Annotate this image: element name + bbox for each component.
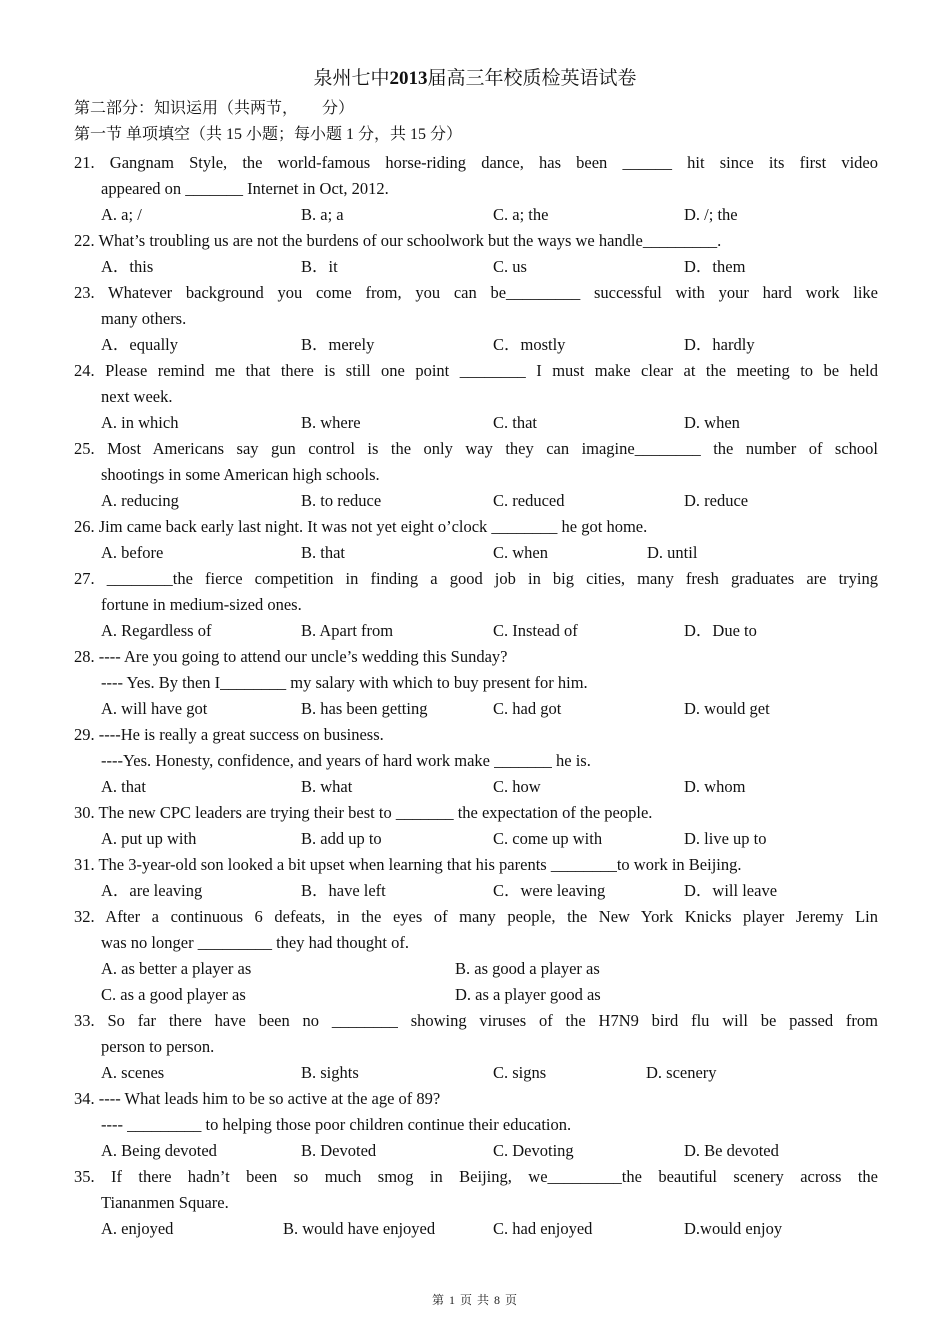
option-c: C．mostly — [493, 335, 566, 354]
option-c: C. how — [493, 777, 541, 796]
option-a: A. before — [101, 543, 164, 562]
option-a: A．equally — [101, 335, 178, 354]
option-c: C. had got — [493, 699, 562, 718]
question-26 — [74, 514, 878, 566]
question-stem-line: 34. ---- What leads him to be so active at the age of 89? — [74, 1089, 441, 1108]
exam-title-year: 2013 — [389, 68, 428, 89]
option-row — [74, 982, 878, 1008]
question-32 — [74, 904, 878, 1008]
option-c: C. signs — [493, 1063, 547, 1082]
option-row — [74, 1060, 878, 1086]
question-31 — [74, 852, 878, 904]
option-c: C. as a good player as — [101, 985, 246, 1004]
question-stem-line: 29. ----He is really a great success on business. — [74, 725, 384, 744]
option-a: A. that — [101, 777, 146, 796]
option-row — [74, 254, 878, 280]
option-row — [74, 696, 878, 722]
option-d: D. reduce — [684, 491, 749, 510]
option-b: B. that — [301, 543, 345, 562]
question-stem-line: 23. Whatever background you come from, you can be_________ successful with your hard work like — [74, 283, 878, 302]
dialog-line: ---- Yes. By then I________ my salary with which to buy present for him. — [101, 673, 588, 692]
option-c: C. come up with — [493, 829, 603, 848]
question-28 — [74, 644, 878, 722]
option-d: D. until — [647, 543, 698, 562]
option-c: C. when — [493, 543, 548, 562]
option-c: C. a; the — [493, 205, 549, 224]
exam-title-school: 泉州七中 — [313, 68, 390, 89]
option-d: D. whom — [684, 777, 746, 796]
option-b: B. add up to — [301, 829, 382, 848]
option-b: B. to reduce — [301, 491, 382, 510]
option-c: C. had enjoyed — [493, 1219, 593, 1238]
option-b: B. as good a player as — [455, 959, 600, 978]
option-row — [74, 202, 878, 228]
question-stem-line: next week. — [101, 387, 173, 406]
option-row — [74, 878, 878, 904]
option-row — [74, 540, 878, 566]
question-22 — [74, 228, 878, 280]
question-27 — [74, 566, 878, 644]
option-row — [74, 488, 878, 514]
question-stem-line: 32. After a continuous 6 defeats, in the eyes of many people, the New York Knicks player Jeremy Lin — [74, 907, 878, 926]
question-stem-line: Tiananmen Square. — [101, 1193, 229, 1212]
dialog-line: ---- _________ to helping those poor children continue their education. — [101, 1115, 572, 1134]
question-stem-line: 31. The 3-year-old son looked a bit upset when learning that his parents ________to work in Beijing. — [74, 855, 742, 874]
option-b: B. sights — [301, 1063, 359, 1082]
option-c: C. reduced — [493, 491, 565, 510]
option-d: D．hardly — [684, 335, 755, 354]
question-stem-line: shootings in some American high schools. — [101, 465, 380, 484]
option-a: A．this — [101, 257, 154, 276]
option-d: D. live up to — [684, 829, 767, 848]
question-stem-line: 22. What’s troubling us are not the burdens of our schoolwork but the ways we handle_________. — [74, 231, 722, 250]
option-b: B. a; a — [301, 205, 344, 224]
option-c: C．were leaving — [493, 881, 606, 900]
option-row — [74, 774, 878, 800]
option-a: A. as better a player as — [101, 959, 252, 978]
option-a: A．are leaving — [101, 881, 203, 900]
question-stem-line: was no longer _________ they had thought of. — [101, 933, 409, 952]
option-row — [74, 1138, 878, 1164]
option-b: B. has been getting — [301, 699, 428, 718]
question-33 — [74, 1008, 878, 1086]
option-row — [74, 410, 878, 436]
option-row — [74, 332, 878, 358]
option-a: A. reducing — [101, 491, 179, 510]
option-d: D. as a player good as — [455, 985, 601, 1004]
question-21 — [74, 150, 878, 228]
question-stem-line: 25. Most Americans say gun control is the only way they can imagine________ the number of school — [74, 439, 878, 458]
question-29 — [74, 722, 878, 800]
option-c: C. us — [493, 257, 527, 276]
part-heading: 第二部分：知识运用（共两节， 分） — [74, 100, 355, 117]
question-25 — [74, 436, 878, 514]
option-a: A. scenes — [101, 1063, 165, 1082]
question-34 — [74, 1086, 878, 1164]
option-b: B. Devoted — [301, 1141, 377, 1160]
option-a: A. Being devoted — [101, 1141, 217, 1160]
option-row — [74, 826, 878, 852]
question-stem-line: many others. — [101, 309, 187, 328]
option-d: D. Be devoted — [684, 1141, 779, 1160]
option-a: A. put up with — [101, 829, 197, 848]
dialog-line: ----Yes. Honesty, confidence, and years of hard work make _______ he is. — [101, 751, 591, 770]
option-row — [74, 1216, 878, 1242]
question-stem-line: 28. ---- Are you going to attend our uncle’s wedding this Sunday? — [74, 647, 508, 666]
option-d: D. scenery — [646, 1063, 717, 1082]
option-d: D. would get — [684, 699, 770, 718]
question-30 — [74, 800, 878, 852]
option-c: C. Devoting — [493, 1141, 574, 1160]
option-a: A. a; / — [101, 205, 142, 224]
option-a: A. will have got — [101, 699, 208, 718]
option-d: D. when — [684, 413, 740, 432]
question-23 — [74, 280, 878, 358]
question-stem-line: 27. ________the fierce competition in finding a good job in big cities, many fresh graduates are trying — [74, 569, 878, 588]
option-d: D．Due to — [684, 621, 757, 640]
question-stem-line: 26. Jim came back early last night. It was not yet eight o’clock ________ he got home. — [74, 517, 648, 536]
option-b: B. what — [301, 777, 353, 796]
option-b: B. would have enjoyed — [283, 1219, 436, 1238]
option-c: C. that — [493, 413, 537, 432]
option-b: B. Apart from — [301, 621, 394, 640]
option-b: B．it — [301, 257, 338, 276]
question-stem-line: 35. If there hadn’t been so much smog in Beijing, we_________the beautiful scenery across the — [74, 1167, 878, 1186]
question-stem-line: appeared on _______ Internet in Oct, 2012. — [101, 179, 389, 198]
option-a: A. in which — [101, 413, 179, 432]
question-24 — [74, 358, 878, 436]
question-stem-line: 33. So far there have been no ________ showing viruses of the H7N9 bird flu will be passed from — [74, 1011, 878, 1030]
section-heading: 第一节 单项填空（共 15 小题；每小题 1 分，共 15 分） — [74, 126, 463, 143]
question-35 — [74, 1164, 878, 1242]
option-d: D. /; the — [684, 205, 738, 224]
option-a: A. enjoyed — [101, 1219, 174, 1238]
option-row — [74, 956, 878, 982]
exam-title — [0, 66, 950, 92]
question-stem-line: person to person. — [101, 1037, 215, 1056]
question-stem-line: 21. Gangnam Style, the world-famous horse-riding dance, has been ______ hit since its first video — [74, 153, 878, 172]
option-row — [74, 618, 878, 644]
option-b: B. where — [301, 413, 361, 432]
option-b: B．merely — [301, 335, 375, 354]
question-stem-line: 24. Please remind me that there is still one point ________ I must make clear at the meeting to be held — [74, 361, 878, 380]
question-stem-line: fortune in medium-sized ones. — [101, 595, 302, 614]
option-d: D．them — [684, 257, 746, 276]
exam-title-rest: 届高三年校质检英语试卷 — [427, 68, 637, 89]
option-d: D．will leave — [684, 881, 778, 900]
option-a: A. Regardless of — [101, 621, 212, 640]
page-footer: 第 1 页 共 8 页 — [431, 1293, 518, 1307]
option-c: C. Instead of — [493, 621, 578, 640]
option-b: B．have left — [301, 881, 386, 900]
question-stem-line: 30. The new CPC leaders are trying their best to _______ the expectation of the people. — [74, 803, 653, 822]
option-d: D.would enjoy — [684, 1219, 783, 1238]
